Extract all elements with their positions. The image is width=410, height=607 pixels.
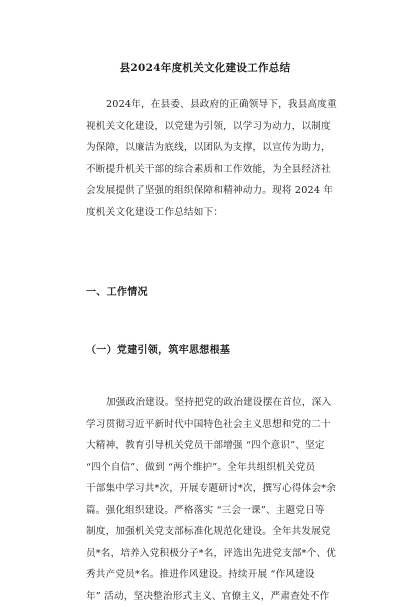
body-line: 干部集中学习共*次，开展专题研讨*次，撰写心得体会*余 — [86, 478, 334, 500]
intro-line: 度机关文化建设工作总结如下： — [86, 202, 334, 224]
section-heading: 一、工作情况 — [86, 283, 148, 298]
intro-line: 不断提升机关干部的综合素质和工作效能，为全县经济社 — [86, 159, 334, 181]
body-line: 篇。强化组织建设。严格落实 “三会一课”、主题党日等 — [86, 500, 334, 522]
body-line: “四个自信”、做到 “两个维护”。全年共组织机关党员 — [86, 457, 334, 479]
subsection-heading: （一）党建引领，筑牢思想根基 — [86, 341, 230, 356]
subsection-body — [86, 392, 334, 607]
intro-line: 2024年，在县委、县政府的正确领导下，我县高度重 — [86, 94, 334, 116]
body-line: 员*名，培养入党积极分子*名，评选出先进党支部*个、优 — [86, 543, 334, 565]
intro-line: 会发展提供了坚强的组织保障和精神动力。现将 2024 年 — [86, 180, 334, 202]
body-line: 年” 活动，坚决整治形式主义、官僚主义，严肃查处不作 — [86, 586, 334, 607]
body-line: 学习贯彻习近平新时代中国特色社会主义思想和党的二十 — [86, 414, 334, 436]
body-line: 秀共产党员*名。推进作风建设。持续开展 “作风建设 — [86, 564, 334, 586]
intro-paragraph — [86, 94, 334, 223]
intro-line: 视机关文化建设，以党建为引领，以学习为动力，以制度 — [86, 116, 334, 138]
body-line: 加强政治建设。坚持把党的政治建设摆在首位，深入 — [86, 392, 334, 414]
intro-line: 为保障，以廉洁为底线，以团队为支撑，以宣传为助力， — [86, 137, 334, 159]
document-title: 县2024年度机关文化建设工作总结 — [0, 60, 410, 75]
body-line: 大精神，教育引导机关党员干部增强 “四个意识”、坚定 — [86, 435, 334, 457]
body-line: 制度，加强机关党支部标准化规范化建设。全年共发展党 — [86, 521, 334, 543]
